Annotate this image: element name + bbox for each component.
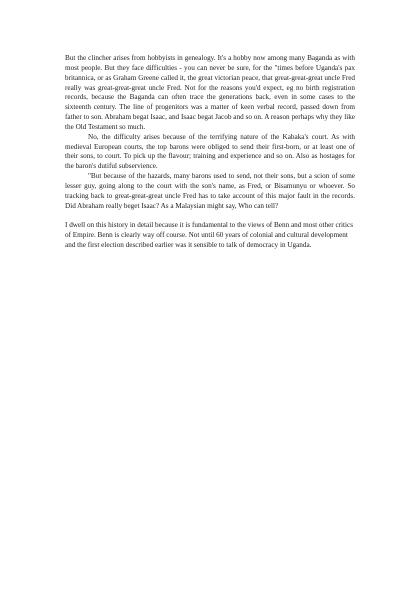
document-page	[65, 54, 355, 251]
paragraph-genealogy: But the clincher arises from hobbyists in genealogy. It's a hobby now among many Baganda as with most people. But they face difficulties - you can never be sure, for the "times before Uganda's pax britannica, or as Graham Greene called it, the great victorian peace, that great-great-great uncle Fred really was great-great-great uncle Fred. Not for the reasons you'd expect, eg no birth registration records, because the Baganda can often trace the generations back, even in some cases to the sixteenth century. The line of progenitors was a matter of keen verbal record, passed down from father to son. Abraham begat Isaac, and Isaac begat Jacob and so on. A reason perhaps why they like the Old Testament so much.	[65, 54, 355, 131]
paragraph-kabaka-court: No, the difficulty arises because of the terrifying nature of the Kabaka's court. As with medieval European courts, the top barons were obliged to send their first-born, or at least one of their sons, to court. To pick up the flavour; training and experience and so on. Also as hostages for the baron's dutiful subservience.	[65, 132, 355, 171]
paragraph-benn-critique: I dwell on this history in detail because it is fundamental to the views of Benn and most other critics of Empire. Benn is clearly way off course. Not until 60 years of colonial and cultural development and the first election described earlier was it sensible to talk of democracy in Uganda.	[65, 221, 354, 250]
paragraph-hazards: "But because of the hazards, many barons used to send, not their sons, but a scion of some lesser guy, going along to the court with the son's name, as Fred, or Bisamunyu or whoever. So tracking back to great-great-great uncle Fred has to take account of this major fault in the records. Did Abraham really beget Isaac? As a Malaysian might say, Who can tell?	[65, 172, 355, 210]
